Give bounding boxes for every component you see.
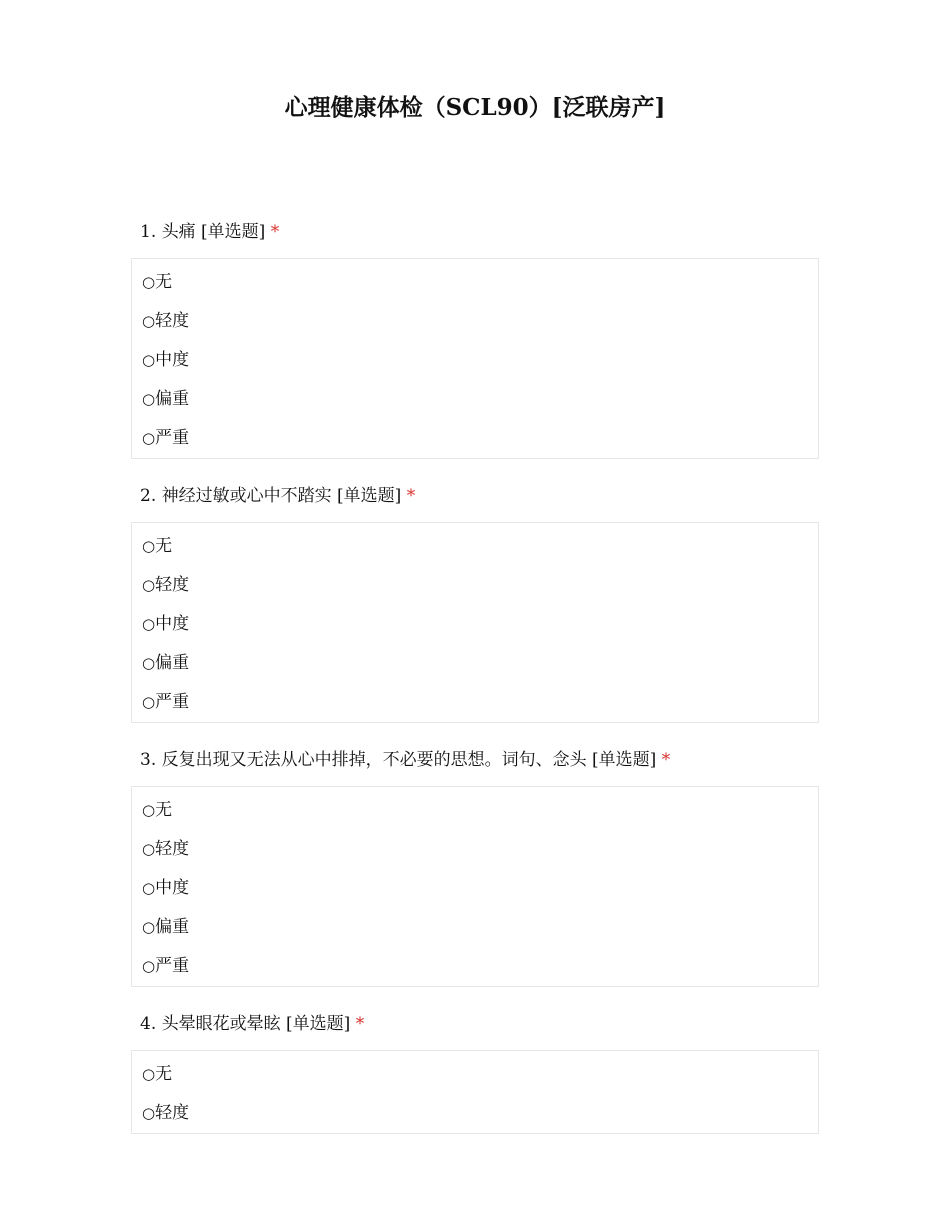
option-none[interactable]	[142, 791, 808, 830]
radio-icon[interactable]: ○	[142, 840, 156, 858]
option-severe[interactable]	[142, 683, 808, 722]
radio-icon[interactable]: ○	[142, 537, 156, 555]
option-moderate[interactable]	[142, 869, 808, 908]
question-2	[131, 482, 819, 723]
option-none[interactable]	[142, 263, 808, 302]
required-marker: *	[661, 750, 671, 770]
question-number: 3.	[140, 750, 157, 770]
radio-icon[interactable]: ○	[142, 1104, 156, 1122]
options-list	[131, 522, 819, 723]
options-list	[131, 786, 819, 987]
option-label: 严重	[155, 428, 190, 448]
page-title: 心理健康体检（SCL90）[泛联房产]	[284, 94, 666, 121]
question-3	[131, 746, 819, 987]
radio-icon[interactable]: ○	[142, 576, 156, 594]
option-label: 无	[155, 536, 173, 556]
option-moderate[interactable]	[142, 341, 808, 380]
question-title	[131, 482, 819, 510]
option-label: 偏重	[155, 917, 190, 937]
required-marker: *	[270, 222, 280, 242]
question-number: 2.	[140, 486, 157, 506]
question-number: 4.	[140, 1014, 157, 1034]
question-text: 神经过敏或心中不踏实	[161, 486, 332, 506]
option-severe-leaning[interactable]	[142, 380, 808, 419]
option-label: 偏重	[155, 389, 190, 409]
option-moderate[interactable]	[142, 605, 808, 644]
option-severe[interactable]	[142, 947, 808, 986]
radio-icon[interactable]: ○	[142, 918, 156, 936]
option-label: 轻度	[155, 839, 190, 859]
option-label: 严重	[155, 956, 190, 976]
radio-icon[interactable]: ○	[142, 429, 156, 447]
option-none[interactable]	[142, 1055, 808, 1094]
required-marker: *	[406, 486, 416, 506]
options-list	[131, 258, 819, 459]
option-label: 轻度	[155, 1103, 190, 1123]
question-text: 反复出现又无法从心中排掉，不必要的思想。词句、念头	[161, 750, 587, 770]
question-type: [单选题]	[286, 1014, 351, 1034]
option-label: 中度	[155, 878, 190, 898]
option-label: 偏重	[155, 653, 190, 673]
radio-icon[interactable]: ○	[142, 615, 156, 633]
question-type: [单选题]	[592, 750, 657, 770]
question-type: [单选题]	[201, 222, 266, 242]
option-label: 无	[155, 1064, 173, 1084]
option-severe[interactable]	[142, 419, 808, 458]
option-mild[interactable]	[142, 1094, 808, 1133]
option-label: 无	[155, 800, 173, 820]
option-mild[interactable]	[142, 566, 808, 605]
radio-icon[interactable]: ○	[142, 654, 156, 672]
survey-form	[131, 218, 819, 1157]
required-marker: *	[355, 1014, 365, 1034]
question-type: [单选题]	[337, 486, 402, 506]
question-text: 头痛	[161, 222, 196, 242]
option-label: 中度	[155, 614, 190, 634]
option-label: 中度	[155, 350, 190, 370]
radio-icon[interactable]: ○	[142, 1065, 156, 1083]
option-none[interactable]	[142, 527, 808, 566]
radio-icon[interactable]: ○	[142, 801, 156, 819]
question-4	[131, 1010, 819, 1134]
question-1	[131, 218, 819, 459]
option-mild[interactable]	[142, 302, 808, 341]
radio-icon[interactable]: ○	[142, 390, 156, 408]
radio-icon[interactable]: ○	[142, 351, 156, 369]
radio-icon[interactable]: ○	[142, 273, 156, 291]
option-label: 无	[155, 272, 173, 292]
question-number: 1.	[140, 222, 157, 242]
question-text: 头晕眼花或晕眩	[161, 1014, 281, 1034]
option-severe-leaning[interactable]	[142, 644, 808, 683]
radio-icon[interactable]: ○	[142, 312, 156, 330]
radio-icon[interactable]: ○	[142, 693, 156, 711]
question-title	[131, 1010, 819, 1038]
question-title	[131, 218, 819, 246]
option-severe-leaning[interactable]	[142, 908, 808, 947]
radio-icon[interactable]: ○	[142, 879, 156, 897]
question-title	[131, 746, 819, 774]
option-mild[interactable]	[142, 830, 808, 869]
radio-icon[interactable]: ○	[142, 957, 156, 975]
option-label: 严重	[155, 692, 190, 712]
option-label: 轻度	[155, 311, 190, 331]
options-list	[131, 1050, 819, 1134]
option-label: 轻度	[155, 575, 190, 595]
